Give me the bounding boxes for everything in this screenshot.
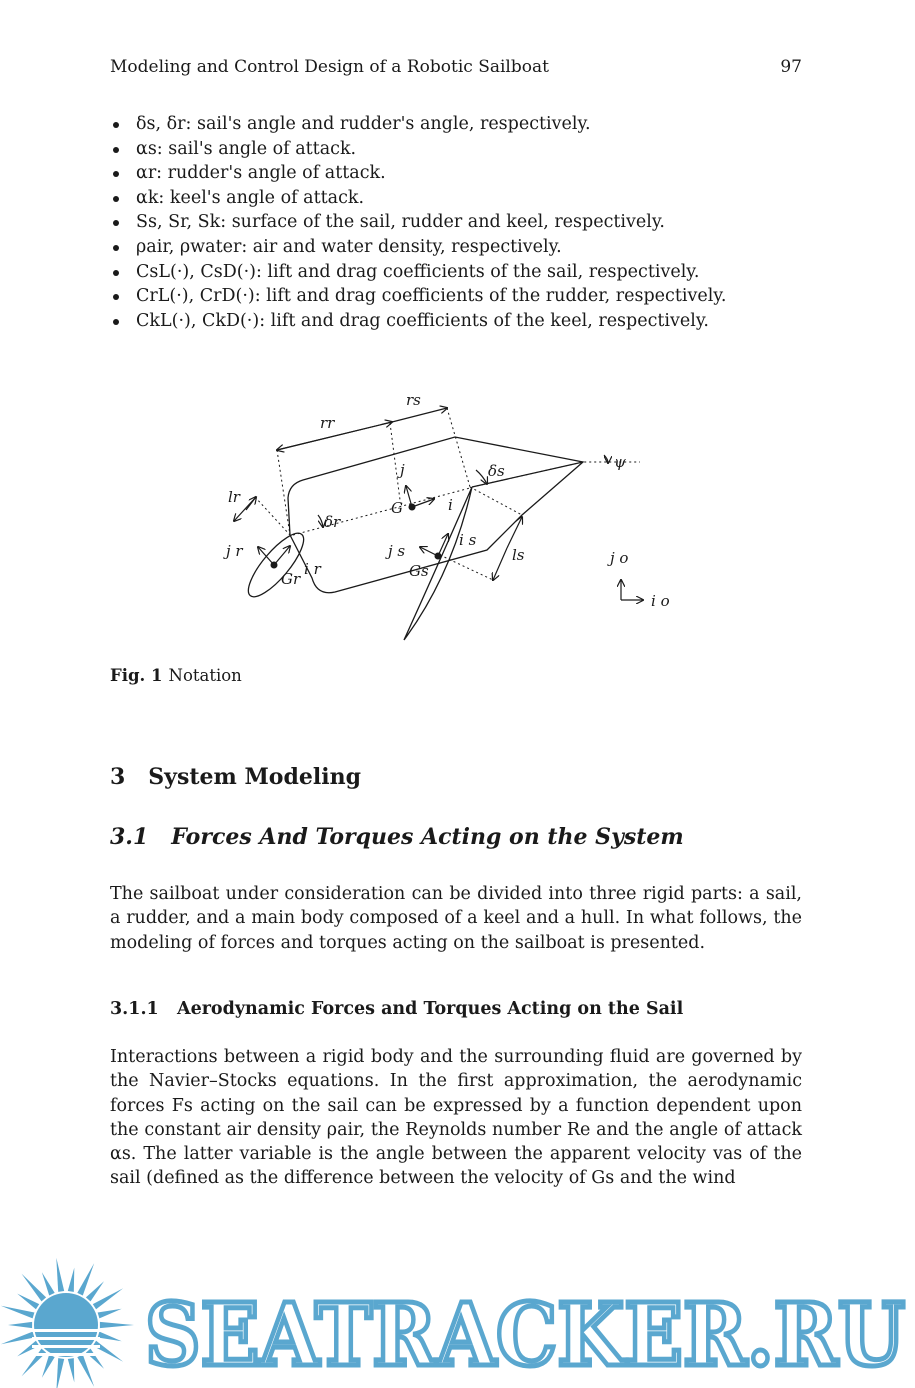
sun-ray: [93, 1341, 123, 1362]
notation-item: Ss, Sr, Sk: surface of the sail, rudder and keel, respectively.: [110, 210, 802, 235]
label-j: j: [400, 461, 405, 479]
subsubsection-heading: [110, 999, 683, 1019]
sun-ray: [22, 1349, 47, 1377]
ls-dimension-arrow: [493, 548, 507, 580]
sun-ray: [77, 1263, 94, 1295]
sun-ray: [1, 1332, 35, 1345]
figure-caption: [110, 666, 242, 685]
label-G: G: [391, 499, 403, 517]
caption-label: Fig. 1: [110, 666, 163, 685]
dim-guide-dotted: [470, 487, 522, 515]
rs-dimension-arrow: [392, 408, 447, 422]
paragraph-intro: The sailboat under consideration can be divided into three rigid parts: a sail, a rudder, and a main body composed of a keel and a hull. In what follows, the modeling of forces and torques acting on the sailboat is presented.: [110, 884, 802, 953]
notation-item: αs: sail's angle of attack.: [110, 137, 802, 162]
sun-ray: [68, 1268, 75, 1292]
dim-guide-dotted: [255, 497, 290, 535]
sun-ray: [68, 1358, 75, 1382]
label-delta-r: δr: [324, 513, 341, 531]
subsection-heading: [110, 824, 684, 850]
dim-guide-dotted: [277, 450, 290, 535]
sun-ray: [22, 1274, 47, 1302]
label-ls: ls: [512, 546, 525, 564]
label-psi: ψ: [614, 453, 626, 471]
point-Gr: [271, 562, 278, 569]
sun-ray: [42, 1355, 55, 1378]
section-heading: [110, 764, 361, 790]
watermark: [0, 1255, 915, 1388]
sun-ray: [86, 1349, 104, 1369]
delta-s-angle-arc: [476, 470, 487, 484]
point-G: [409, 504, 416, 511]
notation-item: CsL(·), CsD(·): lift and drag coefficients of the sail, respectively.: [110, 260, 802, 285]
sun-wave-stripe: [32, 1353, 100, 1356]
hull-axis-dotted: [293, 488, 470, 535]
notation-item: δs, δr: sail's angle and rudder's angle, respectively.: [110, 112, 802, 137]
sun-ray: [42, 1272, 55, 1295]
sun-ray: [100, 1322, 134, 1328]
dim-guide-dotted: [390, 423, 400, 500]
sun-wave-stripe: [32, 1329, 100, 1332]
running-title: Modeling and Control Design of a Robotic Sailboat: [110, 57, 549, 77]
notation-item: αk: keel's angle of attack.: [110, 186, 802, 211]
point-Gs: [435, 553, 442, 560]
notation-item: CkL(·), CkD(·): lift and drag coefficients of the keel, respectively.: [110, 309, 802, 334]
caption-text: Notation: [168, 666, 242, 685]
label-jr: j r: [226, 542, 243, 560]
section-title: System Modeling: [148, 764, 361, 790]
label-io: i o: [651, 592, 670, 610]
sun-ray: [1, 1306, 35, 1319]
sun-logo-icon: [1, 1258, 134, 1388]
sun-ray: [98, 1332, 122, 1342]
label-Gs: Gs: [409, 562, 429, 580]
subsubsection-title: Aerodynamic Forces and Torques Acting on the Sail: [177, 999, 684, 1019]
page-number: 97: [780, 57, 802, 77]
sun-ray: [77, 1355, 94, 1387]
running-header: [110, 57, 802, 77]
sun-ray: [8, 1322, 32, 1328]
notation-item: αr: rudder's angle of attack.: [110, 161, 802, 186]
label-js: j s: [388, 542, 406, 560]
delta-r-angle-arc: [318, 515, 323, 527]
section-number: 3: [110, 764, 126, 790]
dim-guide-dotted: [440, 555, 493, 580]
label-jo: j o: [610, 549, 629, 567]
sailboat-notation-figure: [200, 385, 700, 650]
sun-ray: [86, 1281, 104, 1301]
label-is: i s: [459, 531, 477, 549]
watermark-graphic: [0, 1255, 915, 1388]
label-i: i: [448, 496, 453, 514]
label-Gr: Gr: [281, 570, 301, 588]
sun-wave-stripe: [32, 1345, 100, 1348]
sailboat-diagram: [200, 385, 700, 650]
subsubsection-number: 3.1.1: [110, 999, 159, 1019]
rr-dimension-arrow: [277, 422, 392, 450]
sun-ray: [98, 1309, 122, 1319]
label-rr: rr: [320, 414, 335, 432]
notation-list: [110, 112, 802, 333]
notation-item: CrL(·), CrD(·): lift and drag coefficients of the rudder, respectively.: [110, 284, 802, 309]
watermark-text: SEATRACKER.RU: [145, 1285, 905, 1386]
label-rs: rs: [406, 391, 421, 409]
subsection-title: Forces And Torques Acting on the System: [171, 824, 684, 850]
sun-ray: [93, 1288, 123, 1309]
label-ir: i r: [304, 560, 321, 578]
label-delta-s: δs: [488, 462, 505, 480]
rudder-frame-i-arrow: [274, 546, 290, 565]
paragraph-aerodynamics: Interactions between a rigid body and the surrounding fluid are governed by the Navier–Stocks equations. In the first approximation, the aerodynamic forces Fs acting on the sail can be expressed by a function dependent upon the constant air density ρair, the Reynolds number Re and the angle of attack αs. The latter variable is the angle between the apparent velocity vas of the sail (defined as the difference between the velocity of Gs and the wind: [110, 1047, 802, 1189]
sun-ray: [56, 1258, 64, 1292]
sun-ray: [56, 1358, 64, 1388]
dim-guide-dotted: [447, 408, 470, 487]
sun-wave-stripe: [32, 1337, 100, 1340]
subsection-number: 3.1: [110, 824, 149, 850]
notation-item: ρair, ρwater: air and water density, respectively.: [110, 235, 802, 260]
label-lr: lr: [228, 488, 240, 506]
sun-ray: [17, 1294, 39, 1310]
